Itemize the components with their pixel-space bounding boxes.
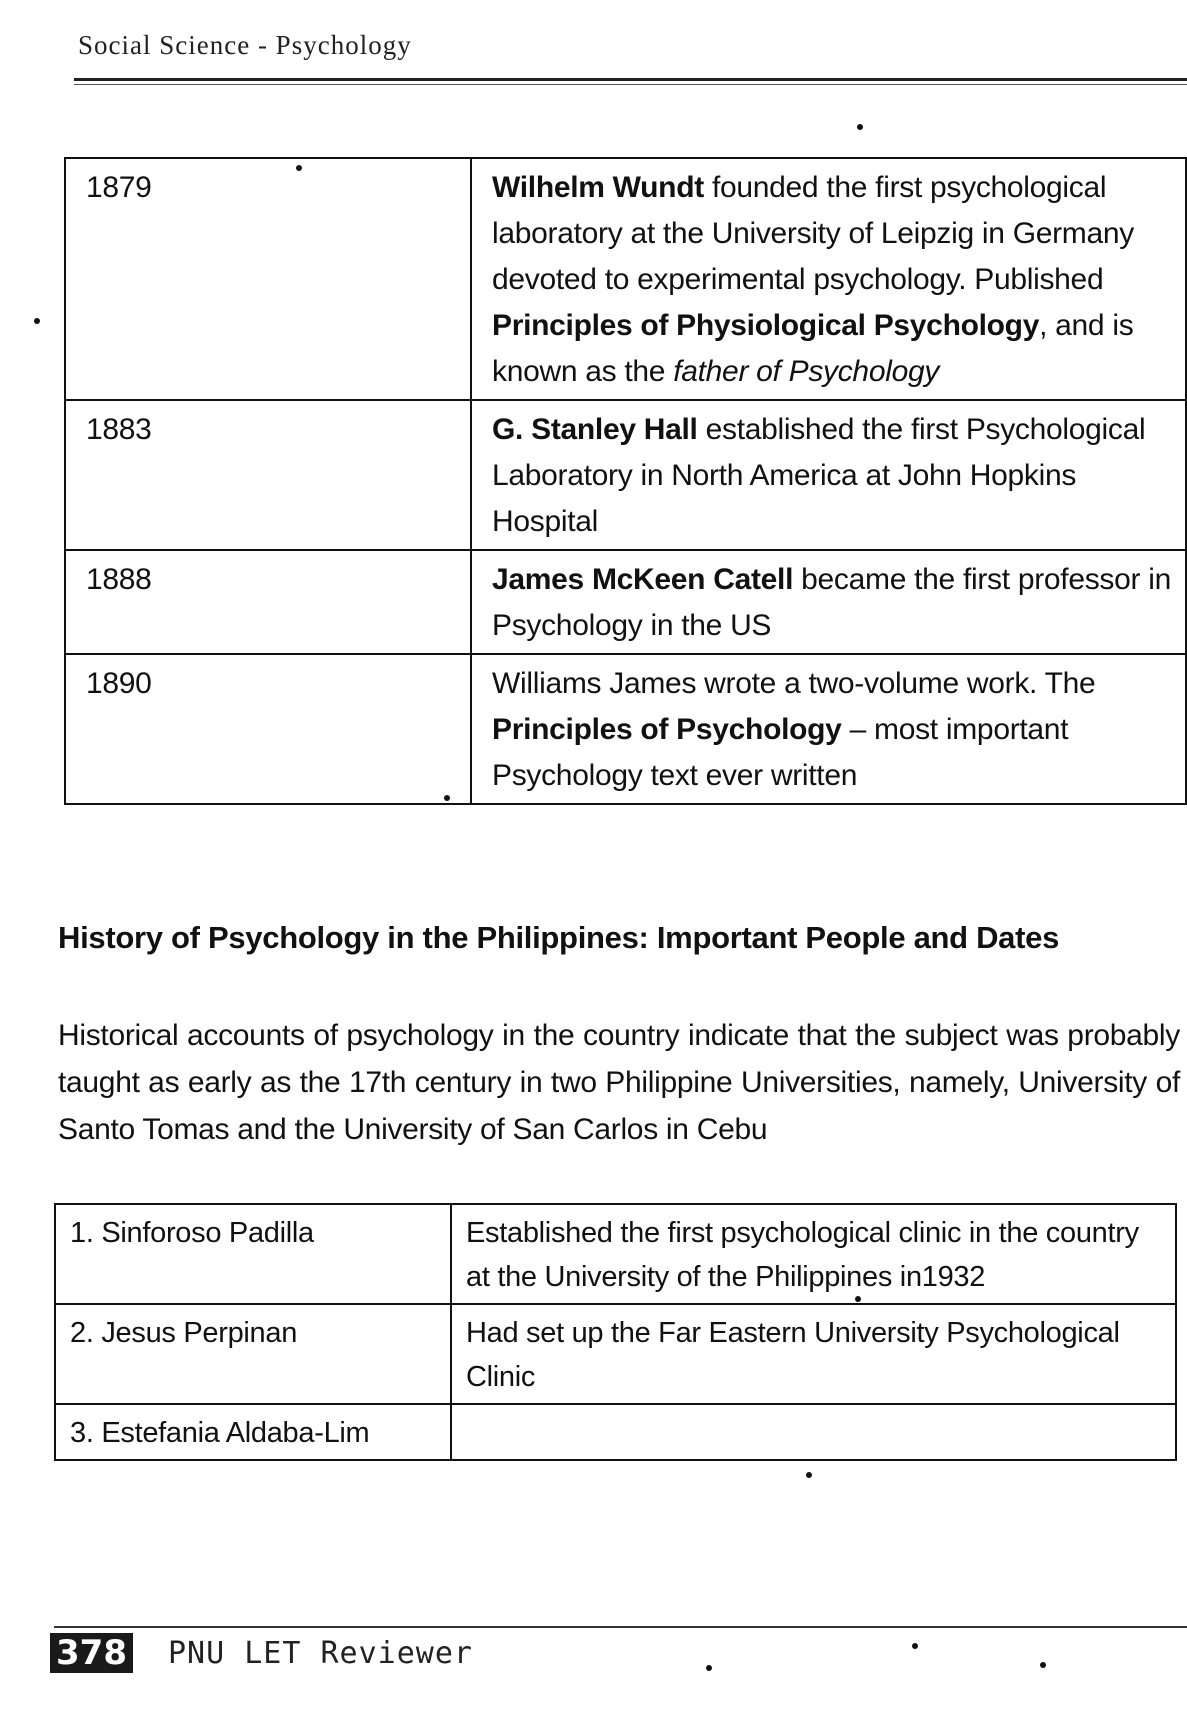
person-row: [55, 1304, 1176, 1404]
section-heading: History of Psychology in the Philippines: Important People and Dates: [58, 920, 1060, 955]
timeline-description: [471, 550, 1186, 654]
person-name: 2. Jesus Perpinan: [55, 1304, 451, 1404]
intro-paragraph: Historical accounts of psychology in the country indicate that the subject was probably taught as early as the 17th century in two Philippine Universities, namely, University of Santo Tomas and the University of San Carlos in Cebu: [58, 1019, 1180, 1146]
speck: [34, 318, 40, 324]
description-text: Wilhelm Wundt: [492, 171, 704, 204]
person-name: 3. Estefania Aldaba-Lim: [55, 1404, 451, 1460]
speck: [912, 1643, 918, 1649]
description-text: James McKeen Catell: [492, 563, 794, 596]
timeline-row: [65, 158, 1186, 400]
timeline-row: [65, 550, 1186, 654]
person-contribution: Had set up the Far Eastern University Psychological Clinic: [451, 1304, 1176, 1404]
speck: [706, 1665, 712, 1671]
footer-label: PNU LET Reviewer: [168, 1636, 473, 1671]
timeline-description: [471, 158, 1186, 400]
speck: [444, 795, 450, 801]
timeline-row: [65, 400, 1186, 550]
person-row: [55, 1204, 1176, 1304]
timeline-description: [471, 654, 1186, 804]
description-text: founded the first psychological laboratory at the University of Leipzig in Germany devoted to experimental psychology. Published: [492, 171, 1134, 296]
description-text: Principles of Physiological Psychology: [492, 309, 1040, 342]
header-rule-thin: [74, 84, 1187, 85]
speck: [296, 165, 302, 171]
person-contribution: Established the first psychological clinic in the country at the University of the Philippines in1932: [451, 1204, 1176, 1304]
description-text: established the first Psychological Laboratory in North America at John Hopkins Hospital: [492, 413, 1146, 538]
speck: [806, 1472, 812, 1478]
running-header: Social Science - Psychology: [78, 30, 412, 60]
description-text: – most important Psychology text ever written: [492, 713, 1069, 792]
philippines-people-table: [54, 1203, 1177, 1461]
description-text: Williams James wrote a two-volume work. The: [492, 667, 1096, 700]
person-row: [55, 1404, 1176, 1460]
timeline-year: 1888: [65, 550, 471, 654]
description-text: became the first professor in Psychology in the US: [492, 563, 1171, 642]
psychology-timeline-table: [64, 157, 1187, 805]
timeline-row: [65, 654, 1186, 804]
speck: [1040, 1662, 1046, 1668]
timeline-year: 1890: [65, 654, 471, 804]
timeline-year: 1883: [65, 400, 471, 550]
person-name: 1. Sinforoso Padilla: [55, 1204, 451, 1304]
header-rule: [74, 78, 1187, 81]
description-text: Principles of Psychology: [492, 713, 842, 746]
description-text: , and is known as the: [492, 309, 1134, 388]
speck: [857, 124, 863, 130]
footer-rule: [54, 1626, 1187, 1628]
description-text: G. Stanley Hall: [492, 413, 698, 446]
timeline-year: 1879: [65, 158, 471, 400]
timeline-description: [471, 400, 1186, 550]
speck: [855, 1296, 861, 1302]
description-text: father of Psychology: [673, 355, 940, 388]
person-contribution: [451, 1404, 1176, 1460]
page-number: 378: [50, 1633, 133, 1673]
